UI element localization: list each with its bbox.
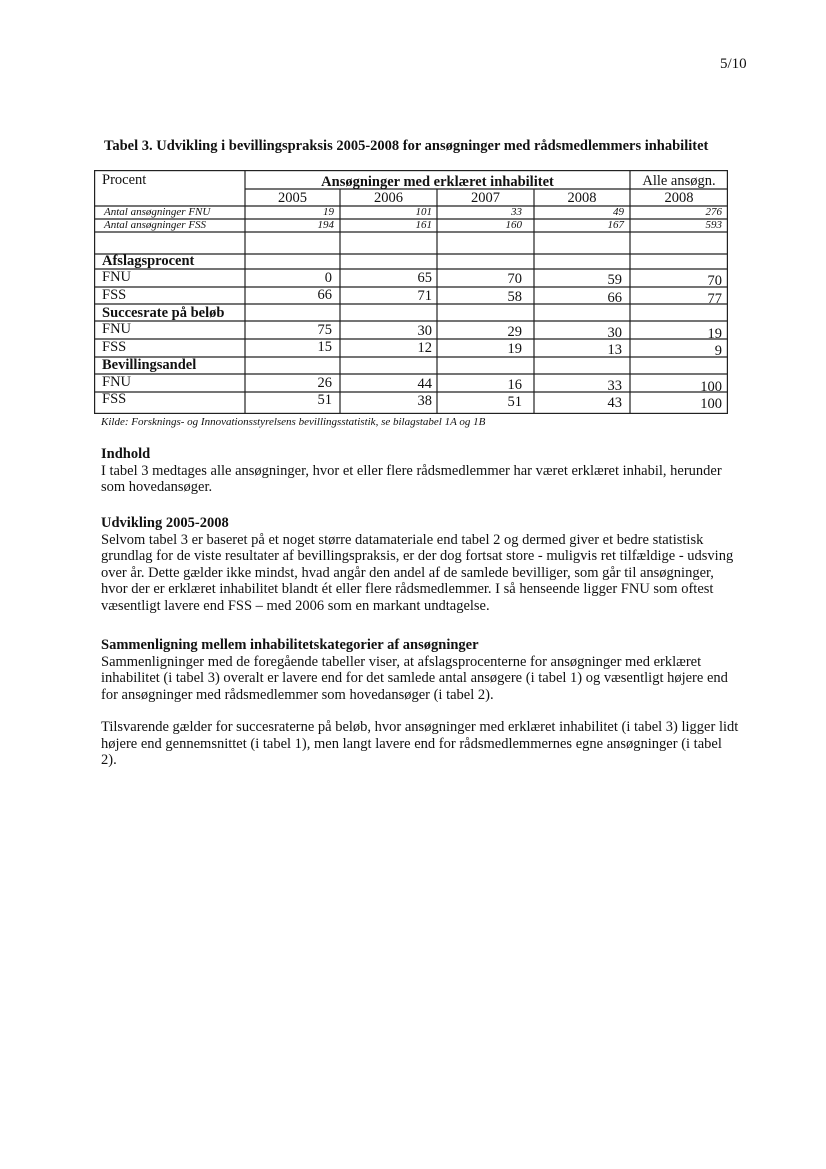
section-udvikling bbox=[101, 515, 741, 614]
antal-alle-value: 276 bbox=[705, 206, 722, 218]
row-label: FSS bbox=[102, 287, 127, 303]
value-cell: 71 bbox=[417, 288, 432, 304]
table-alle-header: Alle ansøgn. bbox=[642, 173, 716, 189]
value-cell: 26 bbox=[317, 375, 332, 391]
value-cell: 44 bbox=[417, 376, 432, 392]
paragraph: I tabel 3 medtages alle ansøgninger, hvor et eller flere rådsmedlemmer har været erklæret inhabil, herunder som hovedansøger. bbox=[101, 462, 722, 495]
row-label: FSS bbox=[102, 339, 127, 355]
year-header: 2008 bbox=[567, 190, 597, 206]
row-label: FNU bbox=[102, 269, 132, 285]
alle-value-cell: 100 bbox=[700, 396, 722, 412]
value-cell: 15 bbox=[317, 339, 332, 355]
value-cell: 66 bbox=[317, 287, 332, 303]
value-cell: 19 bbox=[507, 341, 522, 357]
antal-alle-value: 593 bbox=[705, 219, 722, 231]
value-cell: 30 bbox=[607, 325, 622, 341]
value-cell: 65 bbox=[417, 270, 432, 286]
antal-row-label: Antal ansøgninger FNU bbox=[104, 206, 211, 218]
section-heading: Indhold bbox=[101, 446, 151, 462]
section-heading: Bevillingsandel bbox=[102, 357, 197, 373]
year-header: 2005 bbox=[278, 190, 307, 206]
value-cell: 13 bbox=[607, 342, 622, 358]
value-cell: 0 bbox=[324, 270, 332, 286]
alle-value-cell: 100 bbox=[700, 379, 722, 395]
section-heading: Sammenligning mellem inhabilitetskategorier af ansøgninger bbox=[101, 637, 479, 653]
table-source: Kilde: Forsknings- og Innovationsstyrelsens bevillingsstatistik, se bilagstabel 1A og 1B bbox=[101, 416, 486, 428]
alle-value-cell: 70 bbox=[707, 273, 722, 289]
antal-value: 101 bbox=[415, 206, 432, 218]
value-cell: 66 bbox=[607, 290, 622, 306]
value-cell: 43 bbox=[607, 395, 622, 411]
alle-value-cell: 19 bbox=[707, 326, 722, 342]
year-header: 2007 bbox=[471, 190, 500, 206]
value-cell: 70 bbox=[507, 271, 522, 287]
alle-value-cell: 9 bbox=[714, 343, 722, 359]
row-label: FNU bbox=[102, 321, 132, 337]
alle-year-header: 2008 bbox=[664, 190, 694, 206]
value-cell: 16 bbox=[507, 377, 522, 393]
value-cell: 33 bbox=[607, 378, 622, 394]
row-label: FSS bbox=[102, 391, 127, 407]
antal-value: 160 bbox=[505, 219, 522, 231]
page-number: 5/10 bbox=[720, 56, 747, 72]
antal-value: 49 bbox=[613, 206, 624, 218]
value-cell: 38 bbox=[417, 393, 432, 409]
value-cell: 51 bbox=[317, 392, 332, 408]
table-corner-label: Procent bbox=[102, 172, 147, 188]
paragraph: Sammenligninger med de foregående tabeller viser, at afslagsprocenterne for ansøgninger med erklæret inhabilitet (i tabel 3) overalt er lavere end for det samlede antal ansøgere (i tabel 1) og væsentligt højere end for ansøgninger med rådsmedlemmer som hovedansøger (i tabel 2). bbox=[101, 653, 728, 703]
antal-value: 33 bbox=[511, 206, 522, 218]
section-heading: Udvikling 2005-2008 bbox=[101, 515, 229, 531]
data-table bbox=[94, 170, 728, 414]
value-cell: 29 bbox=[507, 324, 522, 340]
section-heading: Afslagsprocent bbox=[102, 253, 195, 269]
value-cell: 59 bbox=[607, 272, 622, 288]
antal-value: 19 bbox=[323, 206, 334, 218]
section-heading: Succesrate på beløb bbox=[102, 305, 225, 321]
value-cell: 51 bbox=[507, 394, 522, 410]
paragraph: Selvom tabel 3 er baseret på et noget større datamateriale end tabel 2 og dermed giver et bedre statistisk grundlag for de viste resultater af bevillingspraksis, er der dog fortsat store - muligvis ret tilfældige - udsving over år. Dette gælder ikke mindst, hvad angår den andel af de samlede bevilliger, som går til ansøgninger, hvor der er erklæret inhabilitet blandt ét eller flere rådsmedlemmer. I så henseende ligger FNU som oftest væsentligt lavere end FSS – med 2006 som en markant undtagelse. bbox=[101, 531, 734, 614]
antal-value: 194 bbox=[317, 219, 334, 231]
paragraph: Tilsvarende gælder for succesraterne på beløb, hvor ansøgninger med erklæret inhabilitet (i tabel 3) ligger lidt højere end gennemsnittet (i tabel 1), men langt lavere end for rådsmedlemmernes egne ansøgninger (i tabel 2). bbox=[101, 719, 739, 768]
antal-value: 161 bbox=[415, 219, 432, 231]
value-cell: 75 bbox=[317, 322, 332, 338]
antal-row-label: Antal ansøgninger FSS bbox=[104, 219, 207, 231]
value-cell: 58 bbox=[507, 289, 522, 305]
table-title: Tabel 3. Udvikling i bevillingspraksis 2005-2008 for ansøgninger med rådsmedlemmers inhabilitet bbox=[104, 138, 709, 154]
row-label: FNU bbox=[102, 374, 132, 390]
section-sammenligning bbox=[101, 637, 741, 769]
year-header: 2006 bbox=[374, 190, 403, 206]
antal-value: 167 bbox=[607, 219, 624, 231]
section-indhold bbox=[101, 446, 741, 496]
alle-value-cell: 77 bbox=[707, 291, 722, 307]
value-cell: 30 bbox=[417, 323, 432, 339]
value-cell: 12 bbox=[417, 340, 432, 356]
table-group-header: Ansøgninger med erklæret inhabilitet bbox=[321, 174, 554, 190]
